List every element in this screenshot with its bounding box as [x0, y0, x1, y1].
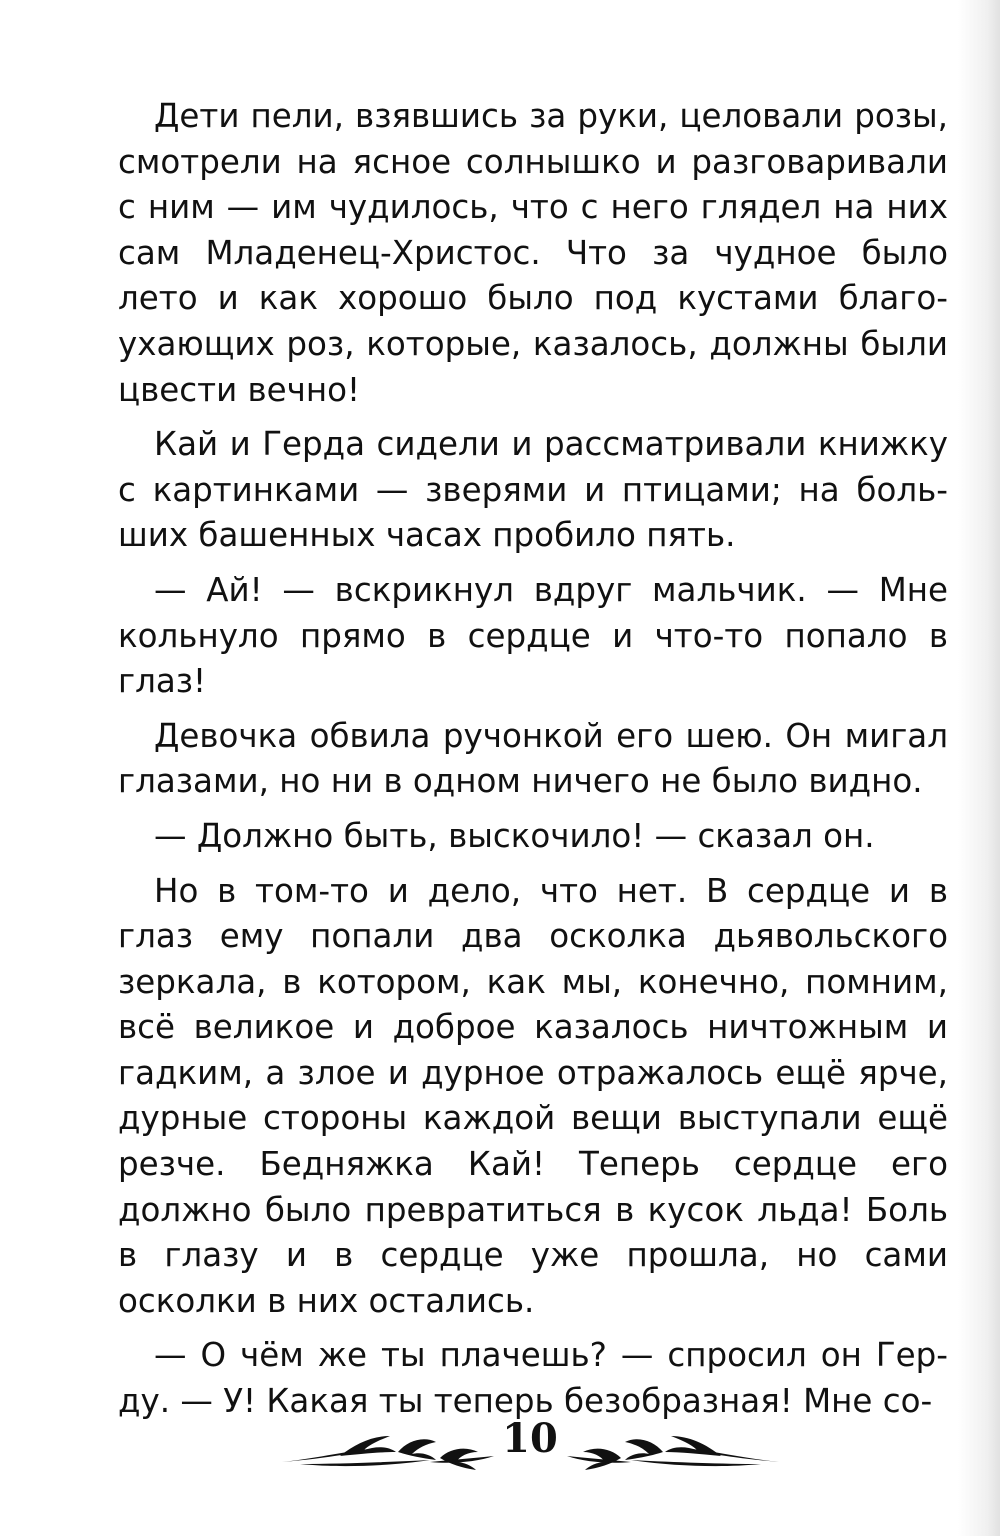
paragraph-6: Но в том-то и дело, что нет. В сердце и в глаз ему попали два осколка дьявольского зеркала, в котором, как мы, конечно, помним, всё великое и доброе казалось ничтожным и гадким, а злое и дурное отражалось ещё ярче, дурные стороны каждой вещи выступали ещё резче. Бедняжка Кай! Теперь сердце его должно было превратиться в кусок льда! Боль в глазу и в сердце уже прошла, но сами осколки в них остались.: [118, 871, 948, 1320]
page-number: 10: [502, 1415, 558, 1462]
paragraph-2: Кай и Герда сидели и рассматривали книжку с картинками — зверями и птицами; на больших башенных часах пробило пять.: [118, 425, 948, 555]
left-flourish-icon: [280, 1422, 495, 1472]
page-edge-shadow: [958, 0, 1000, 1536]
paragraph-4: Девочка обвила ручонкой его шею. Он мигал глазами, но ни в одном ничего не было видно.: [118, 716, 948, 801]
right-flourish-icon: [566, 1422, 781, 1472]
page-footer: [0, 1412, 1000, 1482]
paragraph-7: — О чём же ты плачешь? — спросил он Герду. — У! Какая ты теперь безобразная! Мне со-: [118, 1336, 948, 1421]
paragraph-3: — Ай! — вскрикнул вдруг мальчик. — Мне кольнуло прямо в сердце и что-то попало в глаз!: [118, 570, 948, 701]
paragraph-5: — Должно быть, выскочило! — сказал он.: [154, 816, 875, 855]
paragraph-1: Дети пели, взявшись за руки, целовали розы, смотрели на ясное солнышко и разговаривали с ним — им чудилось, что с него глядел на них сам Младенец-Христос. Что за чудное было лето и как хорошо было под кустами благоухающих роз, которые, казалось, должны были цвести вечно!: [118, 97, 948, 409]
body-text: [118, 94, 948, 1434]
